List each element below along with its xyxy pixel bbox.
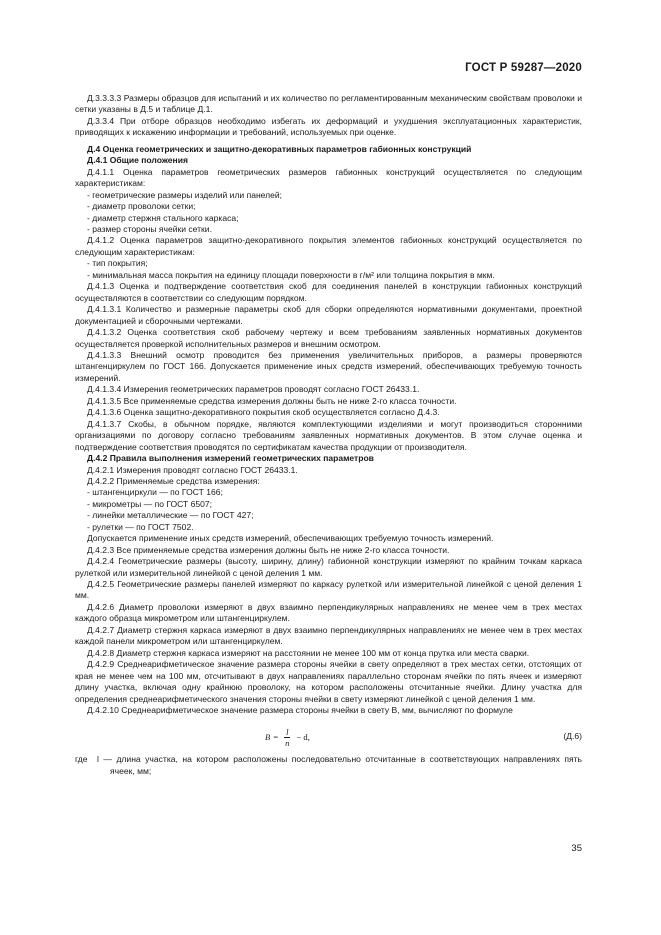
where-label: где <box>75 754 88 765</box>
paragraph-d4133: Д.4.1.3.3 Внешний осмотр проводится без применения увеличительных приборов, а размеры проверяются штангенциркулем по ГОСТ 166. Допускается применение иных средств измерений, обеспечивающих требуемую точность измерений. <box>75 349 582 383</box>
paragraph-alternative-instruments: Допускается применение иных средств измерений, обеспечивающих требуемую точность измерений. <box>87 533 494 544</box>
paragraph-d421: Д.4.2.1 Измерения проводят согласно ГОСТ 26433.1. <box>87 464 298 475</box>
paragraph-d429: Д.4.2.9 Среднеарифметическое значение размера стороны ячейки в свету определяют в трех местах сетки, отстоящих от края не менее чем на 100 мм, отсчитывают в двух направлениях параллельно сторонам ячейки по пять ячеек и измеряют длину участка, включая одну крайнюю проволоку, на котором расположены отсчитанные ячейки. Длину участка для определения среднеарифметического значения стороны ячейки в свету измеряют линейкой с ценой деления 1 мм. <box>75 659 582 704</box>
list-item: - штангенциркули — по ГОСТ 166; <box>87 487 223 498</box>
list-item: - тип покрытия; <box>87 258 148 269</box>
list-item: - минимальная масса покрытия на единицу площади поверхности в г/м² или толщина покрытия в мкм. <box>87 269 495 280</box>
paragraph-d4134: Д.4.1.3.4 Измерения геометрических параметров проводят согласно ГОСТ 26433.1. <box>87 384 420 395</box>
formula-equals: = <box>273 732 279 743</box>
paragraph-d426: Д.4.2.6 Диаметр проволоки измеряют в двух взаимно перпендикулярных направлениях не менее чем в трех местах каждого образца микрометром или штангенциркулем. <box>75 601 582 624</box>
paragraph-d428: Д.4.2.8 Диаметр стержня каркаса измеряют на расстоянии не менее 100 мм от конца прутка или места сварки. <box>87 647 530 658</box>
paragraph-d4137: Д.4.1.3.7 Скобы, в обычном порядке, являются комплектующими изделиями и могут производиться сторонними организациями по договору согласно требованиям заявленных нормативных документов. В этом случае оценка и подтверждение соответствия проводятся по сертификатам качества продукции от производителя. <box>75 418 582 452</box>
list-item: - размер стороны ячейки сетки. <box>87 223 212 234</box>
document-header: ГОСТ Р 59287—2020 <box>465 62 582 74</box>
formula-number: (Д.6) <box>563 731 582 742</box>
paragraph-d424: Д.4.2.4 Геометрические размеры (высоту, ширину, длину) габионной конструкции измеряют по крайним точкам каркаса рулеткой или измерительной линейкой с ценой деления 1 мм. <box>75 556 582 578</box>
paragraph-d4132: Д.4.1.3.2 Оценка соответствия скоб рабочему чертежу и всем требованиям заявленных нормативных документов осуществляется проверкой исполнительных размеров и внешним осмотром. <box>75 327 582 349</box>
list-item: - диаметр стержня стального каркаса; <box>87 212 239 223</box>
subsection-heading-d41: Д.4.1 Общие положения <box>87 155 188 166</box>
formula-fraction <box>283 727 291 748</box>
formula-lhs: B <box>265 732 271 743</box>
list-item: - геометрические размеры изделий или панелей; <box>87 189 283 200</box>
list-item: - линейки металлические — по ГОСТ 427; <box>87 510 254 521</box>
list-item: - диаметр проволоки сетки; <box>87 201 196 212</box>
paragraph-d4135: Д.4.1.3.5 Все применяемые средства измерения должны быть не ниже 2-го класса точности. <box>87 395 457 406</box>
where-clause <box>75 754 582 777</box>
subsection-heading-d42: Д.4.2 Правила выполнения измерений геометрических параметров <box>87 453 374 464</box>
paragraph-d3334-sizes: Д.3.3.3.3 Размеры образцов для испытаний и их количество по регламентированным механическим свойствам проволоки и сетки указаны в Д.5 и таблице Д.1. <box>75 93 582 115</box>
paragraph-d412: Д.4.1.2 Оценка параметров защитно-декоративного покрытия элементов габионных конструкций осуществляется по следующим характеристикам: <box>75 235 582 257</box>
paragraph-d411: Д.4.1.1 Оценка параметров геометрических размеров габионных конструкций осуществляется по следующим характеристикам: <box>75 166 582 189</box>
paragraph-d423: Д.4.2.3 Все применяемые средства измерения должны быть не ниже 2-го класса точности. <box>87 544 450 555</box>
paragraph-d4210: Д.4.2.10 Среднеарифметическое значение размера стороны ячейки в свету B, мм, вычисляют по формуле <box>87 705 513 716</box>
formula-rest: − d, <box>296 732 310 743</box>
formula-expression <box>265 727 310 748</box>
document-body <box>75 93 582 777</box>
page-number: 35 <box>571 843 582 854</box>
paragraph-d4136: Д.4.1.3.6 Оценка защитно-декоративного покрытия скоб осуществляется согласно Д.4.3. <box>87 407 440 418</box>
formula-denominator: n <box>285 738 290 749</box>
paragraph-d4131: Д.4.1.3.1 Количество и размерные параметры скоб для сборки определяются нормативными документами, проектной документацией и сборочными чертежами. <box>75 304 582 326</box>
where-definition: l — длина участка, на котором расположены последовательно отсчитанные в соответствующих направлениях пять ячеек, мм; <box>97 754 582 776</box>
paragraph-d334-sampling: Д.3.3.4 При отборе образцов необходимо избегать их деформаций и ухудшения эксплуатационных характеристик, приводящих к искажению информации и требований, используемых при оценке. <box>75 115 582 138</box>
paragraph-d413: Д.4.1.3 Оценка и подтверждение соответствия скоб для соединения панелей в конструкции габионных конструкций осуществляются в соответствии со следующим порядком. <box>75 281 582 303</box>
section-heading-d4: Д.4 Оценка геометрических и защитно-декоративных параметров габионных конструкций <box>87 143 472 154</box>
formula-d6 <box>75 720 582 750</box>
list-item: - рулетки — по ГОСТ 7502. <box>87 521 194 532</box>
paragraph-d422: Д.4.2.2 Применяемые средства измерения: <box>87 475 260 486</box>
list-item: - микрометры — по ГОСТ 6507; <box>87 498 212 509</box>
paragraph-d425: Д.4.2.5 Геометрические размеры панелей измеряют по каркасу рулеткой или измерительной линейкой с ценой деления 1 мм. <box>75 579 582 601</box>
paragraph-d427: Д.4.2.7 Диаметр стержня каркаса измеряют в двух взаимно перпендикулярных направлениях не менее чем в трех местах каждой панели микрометром или штангенциркулем. <box>75 624 582 647</box>
formula-numerator: l <box>286 727 289 738</box>
